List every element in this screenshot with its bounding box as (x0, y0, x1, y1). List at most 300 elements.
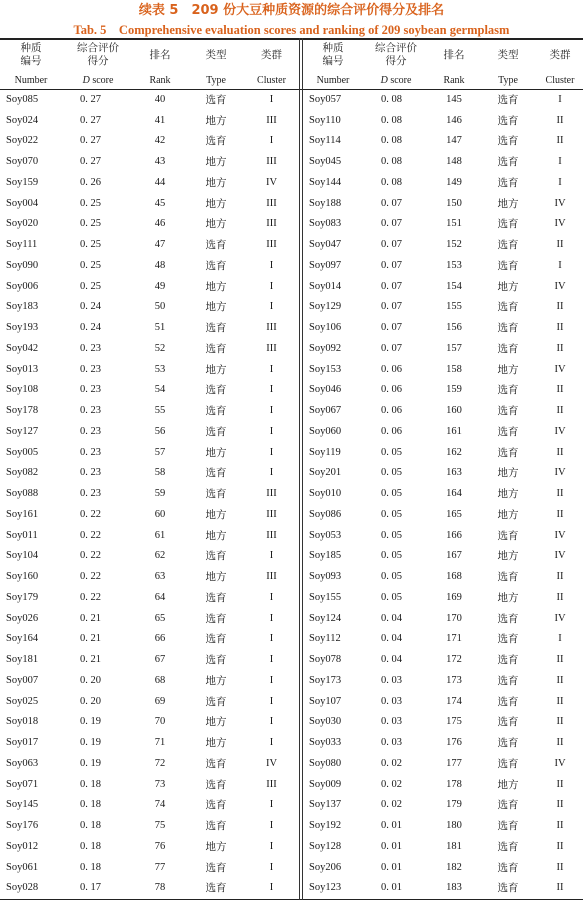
cell-type: 选育 (497, 717, 519, 729)
cell-type: 地方 (205, 572, 227, 584)
table-row (0, 421, 297, 442)
cell-type: 选育 (497, 800, 519, 812)
cell-rank: 58 (154, 467, 166, 479)
table-row (303, 110, 583, 131)
cell-rank: 52 (154, 342, 166, 354)
cell-number: Soy070 (6, 156, 39, 168)
cell-cluster: III (266, 114, 277, 126)
cell-number: Soy086 (309, 508, 342, 520)
table-row (0, 774, 297, 795)
table-row (303, 276, 583, 297)
cell-cluster: III (266, 529, 277, 541)
cell-number: Soy024 (6, 114, 39, 126)
cell-rank: 170 (446, 612, 462, 624)
cell-rank: 64 (154, 591, 166, 603)
cell-rank: 66 (154, 633, 166, 645)
table-row (303, 234, 583, 255)
cell-rank: 77 (154, 861, 166, 873)
left-table (0, 39, 297, 898)
table-row (0, 234, 297, 255)
cell-rank: 150 (446, 197, 462, 209)
cell-rank: 178 (446, 778, 462, 790)
cell-rank: 181 (446, 840, 462, 852)
header-cluster-en: Cluster (257, 74, 286, 86)
cell-cluster: III (266, 218, 277, 230)
table-row (303, 712, 583, 733)
cell-type: 选育 (205, 240, 227, 252)
cell-score: 0. 23 (80, 425, 101, 437)
cell-score: 0. 26 (80, 176, 101, 188)
cell-rank: 169 (446, 591, 462, 603)
cell-rank: 65 (154, 612, 166, 624)
cell-number: Soy137 (309, 799, 342, 811)
cell-number: Soy188 (309, 197, 342, 209)
cell-rank: 46 (154, 218, 166, 230)
cell-rank: 59 (154, 488, 166, 500)
table-row (0, 504, 297, 525)
cell-rank: 152 (446, 239, 462, 251)
cell-type: 选育 (205, 385, 227, 397)
cell-score: 0. 18 (80, 778, 101, 790)
table-row (0, 836, 297, 857)
cell-cluster: I (269, 737, 274, 749)
cell-number: Soy093 (309, 571, 342, 583)
cell-rank: 63 (154, 571, 166, 583)
cell-score: 0. 05 (381, 508, 402, 520)
cell-cluster: II (556, 882, 564, 894)
cell-score: 0. 07 (381, 259, 402, 271)
cell-number: Soy153 (309, 363, 342, 375)
header-type-en: Type (206, 74, 226, 86)
cell-number: Soy176 (6, 820, 39, 832)
cell-type: 选育 (497, 157, 519, 169)
cell-rank: 162 (446, 446, 462, 458)
cell-score: 0. 07 (381, 342, 402, 354)
table-row (0, 712, 297, 733)
table-row (303, 359, 583, 380)
right-table-body (303, 89, 583, 898)
table-row (303, 338, 583, 359)
cell-score: 0. 25 (80, 218, 101, 230)
cell-rank: 68 (154, 674, 166, 686)
table-row (0, 131, 297, 152)
cell-number: Soy063 (6, 757, 39, 769)
cell-rank: 57 (154, 446, 166, 458)
table-row (303, 566, 583, 587)
cell-type: 选育 (497, 572, 519, 584)
cell-cluster: II (556, 799, 564, 811)
cell-type: 选育 (205, 862, 227, 874)
cell-score: 0. 04 (381, 654, 402, 666)
cell-number: Soy183 (6, 301, 39, 313)
cell-number: Soy192 (309, 820, 342, 832)
cell-type: 地方 (205, 157, 227, 169)
header-score-rest: score (387, 74, 412, 86)
cell-score: 0. 01 (381, 820, 402, 832)
cell-rank: 171 (446, 633, 462, 645)
cell-number: Soy046 (309, 384, 342, 396)
cell-type: 地方 (205, 219, 227, 231)
table-row (0, 276, 297, 297)
cell-type: 地方 (205, 364, 227, 376)
cell-type: 选育 (497, 219, 519, 231)
cell-number: Soy173 (309, 674, 342, 686)
cell-cluster: III (266, 342, 277, 354)
cell-number: Soy097 (309, 259, 342, 271)
table-row (0, 172, 297, 193)
table-row (0, 359, 297, 380)
cell-rank: 41 (154, 114, 166, 126)
table-row (0, 629, 297, 650)
cell-number: Soy013 (6, 363, 39, 375)
table-row (0, 338, 297, 359)
cell-cluster: IV (554, 425, 566, 437)
cell-cluster: II (556, 405, 564, 417)
cell-rank: 51 (154, 322, 166, 334)
cell-type: 地方 (205, 841, 227, 853)
cell-cluster: II (556, 571, 564, 583)
cell-number: Soy067 (309, 405, 342, 417)
cell-rank: 55 (154, 405, 166, 417)
cell-score: 0. 07 (381, 280, 402, 292)
table-row (0, 649, 297, 670)
cell-cluster: IV (554, 757, 566, 769)
cell-rank: 183 (446, 882, 462, 894)
table-row (303, 504, 583, 525)
cell-type: 地方 (205, 738, 227, 750)
cell-score: 0. 22 (80, 550, 101, 562)
cell-score: 0. 23 (80, 488, 101, 500)
cell-rank: 42 (154, 135, 166, 147)
cell-cluster: II (556, 508, 564, 520)
cell-number: Soy026 (6, 612, 39, 624)
header-number-en: Number (14, 74, 48, 86)
cell-score: 0. 22 (80, 571, 101, 583)
cell-score: 0. 25 (80, 280, 101, 292)
cell-type: 地方 (497, 468, 519, 480)
cell-cluster: I (269, 633, 274, 645)
cell-cluster: IV (554, 467, 566, 479)
cell-number: Soy057 (309, 93, 342, 105)
cell-cluster: IV (265, 176, 278, 188)
header-number-cn: 种质 编号 (322, 42, 344, 67)
cell-cluster: III (266, 778, 277, 790)
cell-type: 地方 (205, 447, 227, 459)
cell-number: Soy179 (6, 591, 39, 603)
table-row (0, 878, 297, 899)
cell-score: 0. 27 (80, 135, 101, 147)
cell-score: 0. 23 (80, 467, 101, 479)
cell-number: Soy047 (309, 239, 342, 251)
cell-score: 0. 08 (381, 176, 402, 188)
cell-type: 地方 (497, 509, 519, 521)
cell-rank: 148 (446, 156, 462, 168)
cell-type: 选育 (497, 613, 519, 625)
table-row (303, 483, 583, 504)
cell-rank: 154 (446, 280, 462, 292)
cell-score: 0. 01 (381, 882, 402, 894)
cell-cluster: IV (554, 280, 566, 292)
cell-number: Soy083 (309, 218, 342, 230)
cell-number: Soy005 (6, 446, 39, 458)
cell-score: 0. 05 (381, 571, 402, 583)
table-row (303, 421, 583, 442)
cell-type: 地方 (497, 489, 519, 501)
table-row (0, 151, 297, 172)
cell-type: 选育 (205, 592, 227, 604)
table-row (0, 380, 297, 401)
cell-cluster: I (269, 446, 274, 458)
table-row (0, 566, 297, 587)
cell-score: 0. 03 (381, 737, 402, 749)
cell-rank: 176 (446, 737, 462, 749)
cell-cluster: III (266, 322, 277, 334)
cell-cluster: II (556, 861, 564, 873)
cell-cluster: IV (554, 550, 566, 562)
cell-type: 选育 (205, 260, 227, 272)
cell-score: 0. 03 (381, 695, 402, 707)
cell-cluster: II (556, 654, 564, 666)
header-score-en (62, 71, 134, 89)
cell-rank: 174 (446, 695, 462, 707)
cell-cluster: I (558, 93, 562, 105)
cell-number: Soy111 (6, 239, 38, 251)
cell-cluster: II (556, 840, 564, 852)
cell-score: 0. 06 (381, 363, 402, 375)
cell-type: 地方 (205, 717, 227, 729)
cell-type: 地方 (497, 551, 519, 563)
cell-number: Soy119 (309, 446, 341, 458)
cell-type: 地方 (205, 177, 227, 189)
table-row (0, 691, 297, 712)
cell-number: Soy011 (6, 529, 38, 541)
cell-score: 0. 22 (80, 591, 101, 603)
cell-cluster: III (266, 508, 277, 520)
cell-type: 地方 (205, 509, 227, 521)
column-separator (299, 38, 303, 900)
cell-rank: 60 (154, 508, 166, 520)
cell-rank: 53 (154, 363, 166, 375)
cell-cluster: I (269, 363, 274, 375)
cell-score: 0. 08 (381, 156, 402, 168)
cell-cluster: I (269, 840, 274, 852)
cell-rank: 155 (446, 301, 462, 313)
cell-cluster: II (556, 820, 564, 832)
cell-number: Soy007 (6, 674, 39, 686)
cell-type: 选育 (497, 841, 519, 853)
cell-number: Soy004 (6, 197, 39, 209)
cell-type: 选育 (497, 406, 519, 418)
cell-cluster: II (556, 737, 564, 749)
cell-cluster: III (266, 239, 277, 251)
cell-type: 选育 (497, 177, 519, 189)
cell-number: Soy009 (309, 778, 342, 790)
cell-score: 0. 06 (381, 425, 402, 437)
cell-score: 0. 22 (80, 508, 101, 520)
cell-number: Soy082 (6, 467, 39, 479)
cell-type: 选育 (205, 406, 227, 418)
cell-number: Soy010 (309, 488, 342, 500)
cell-cluster: I (269, 301, 274, 313)
header-number-cn: 种质 编号 (20, 42, 42, 67)
cell-cluster: II (556, 488, 564, 500)
cell-rank: 179 (446, 799, 462, 811)
cell-number: Soy071 (6, 778, 39, 790)
cell-score: 0. 27 (80, 93, 101, 105)
table-row (303, 525, 583, 546)
cell-score: 0. 07 (381, 301, 402, 313)
cell-type: 选育 (497, 385, 519, 397)
cell-rank: 147 (446, 135, 462, 147)
cell-number: Soy092 (309, 342, 342, 354)
cell-rank: 177 (446, 757, 462, 769)
left-table-half (0, 39, 297, 898)
cell-cluster: IV (554, 197, 566, 209)
cell-number: Soy030 (309, 716, 342, 728)
cell-type: 选育 (205, 94, 227, 106)
cell-type: 选育 (497, 323, 519, 335)
table-row (303, 878, 583, 899)
cell-score: 0. 25 (80, 259, 101, 271)
cell-number: Soy159 (6, 176, 39, 188)
cell-type: 选育 (205, 468, 227, 480)
table-row (303, 649, 583, 670)
cell-cluster: I (269, 882, 274, 894)
cell-cluster: IV (554, 218, 566, 230)
cell-type: 选育 (205, 779, 227, 791)
cell-number: Soy045 (309, 156, 342, 168)
table-row (303, 297, 583, 318)
header-row-en (0, 71, 297, 89)
table-row (0, 400, 297, 421)
table-row (303, 214, 583, 235)
cell-number: Soy185 (309, 550, 342, 562)
header-number-en: Number (316, 74, 350, 86)
cell-type: 选育 (205, 883, 227, 895)
table-row (303, 608, 583, 629)
cell-cluster: I (269, 654, 274, 666)
cell-score: 0. 21 (80, 654, 101, 666)
table-row (0, 753, 297, 774)
cell-rank: 161 (446, 425, 462, 437)
table-row (0, 255, 297, 276)
header-score-d: D (82, 74, 90, 86)
cell-score: 0. 20 (80, 695, 101, 707)
cell-number: Soy164 (6, 633, 39, 645)
cell-cluster: I (269, 384, 274, 396)
table-row (303, 380, 583, 401)
cell-type: 选育 (205, 696, 227, 708)
cell-score: 0. 19 (80, 757, 101, 769)
cell-rank: 54 (154, 384, 166, 396)
cell-type: 地方 (497, 281, 519, 293)
cell-type: 选育 (497, 758, 519, 770)
cell-rank: 69 (154, 695, 166, 707)
cell-number: Soy028 (6, 882, 39, 894)
cell-type: 地方 (205, 115, 227, 127)
cell-rank: 156 (446, 322, 462, 334)
cell-cluster: I (269, 820, 274, 832)
table-row (0, 317, 297, 338)
cell-cluster: I (269, 467, 274, 479)
cell-cluster: III (266, 197, 277, 209)
cell-rank: 40 (154, 93, 166, 105)
cell-type: 选育 (205, 821, 227, 833)
cell-cluster: I (269, 861, 274, 873)
cell-cluster: II (556, 446, 564, 458)
cell-score: 0. 06 (381, 405, 402, 417)
cell-number: Soy060 (309, 425, 342, 437)
cell-cluster: I (269, 612, 274, 624)
cell-type: 选育 (205, 758, 227, 770)
table-row (0, 483, 297, 504)
cell-score: 0. 07 (381, 322, 402, 334)
right-table (303, 39, 583, 898)
table-row (303, 442, 583, 463)
cell-rank: 72 (154, 757, 166, 769)
cell-cluster: I (269, 259, 274, 271)
cell-score: 0. 23 (80, 363, 101, 375)
cell-score: 0. 17 (80, 882, 101, 894)
table-row (303, 255, 583, 276)
cell-rank: 74 (154, 799, 166, 811)
cell-rank: 168 (446, 571, 462, 583)
cell-cluster: I (558, 259, 562, 271)
cell-rank: 50 (154, 301, 166, 313)
cell-score: 0. 21 (80, 612, 101, 624)
cell-number: Soy108 (6, 384, 39, 396)
cell-rank: 165 (446, 508, 462, 520)
cell-score: 0. 03 (381, 674, 402, 686)
cell-score: 0. 08 (381, 135, 402, 147)
cell-score: 0. 01 (381, 861, 402, 873)
table-row (303, 795, 583, 816)
cell-cluster: II (556, 239, 564, 251)
cell-score: 0. 05 (381, 550, 402, 562)
cell-rank: 164 (446, 488, 462, 500)
table-title-cn: 续表 5 209 份大豆种质资源的综合评价得分及排名 (138, 3, 445, 18)
cell-score: 0. 04 (381, 612, 402, 624)
table-row (0, 525, 297, 546)
cell-rank: 157 (446, 342, 462, 354)
cell-rank: 49 (154, 280, 166, 292)
cell-rank: 44 (154, 176, 166, 188)
header-row-cn (303, 39, 583, 71)
cell-rank: 70 (154, 716, 166, 728)
cell-score: 0. 23 (80, 342, 101, 354)
table-row (0, 214, 297, 235)
cell-type: 选育 (497, 675, 519, 687)
cell-type: 选育 (497, 738, 519, 750)
cell-cluster: II (556, 716, 564, 728)
cell-rank: 43 (154, 156, 166, 168)
cell-cluster: II (556, 695, 564, 707)
cell-number: Soy090 (6, 259, 39, 271)
cell-type: 地方 (205, 281, 227, 293)
cell-number: Soy206 (309, 861, 342, 873)
table-row (0, 857, 297, 878)
cell-rank: 67 (154, 654, 166, 666)
cell-score: 0. 02 (381, 778, 402, 790)
header-type-cn: 类型 (205, 48, 227, 61)
cell-score: 0. 18 (80, 799, 101, 811)
table-row (303, 753, 583, 774)
cell-score: 0. 18 (80, 861, 101, 873)
table-row (303, 629, 583, 650)
cell-number: Soy022 (6, 135, 39, 147)
cell-type: 选育 (205, 551, 227, 563)
cell-rank: 180 (446, 820, 462, 832)
